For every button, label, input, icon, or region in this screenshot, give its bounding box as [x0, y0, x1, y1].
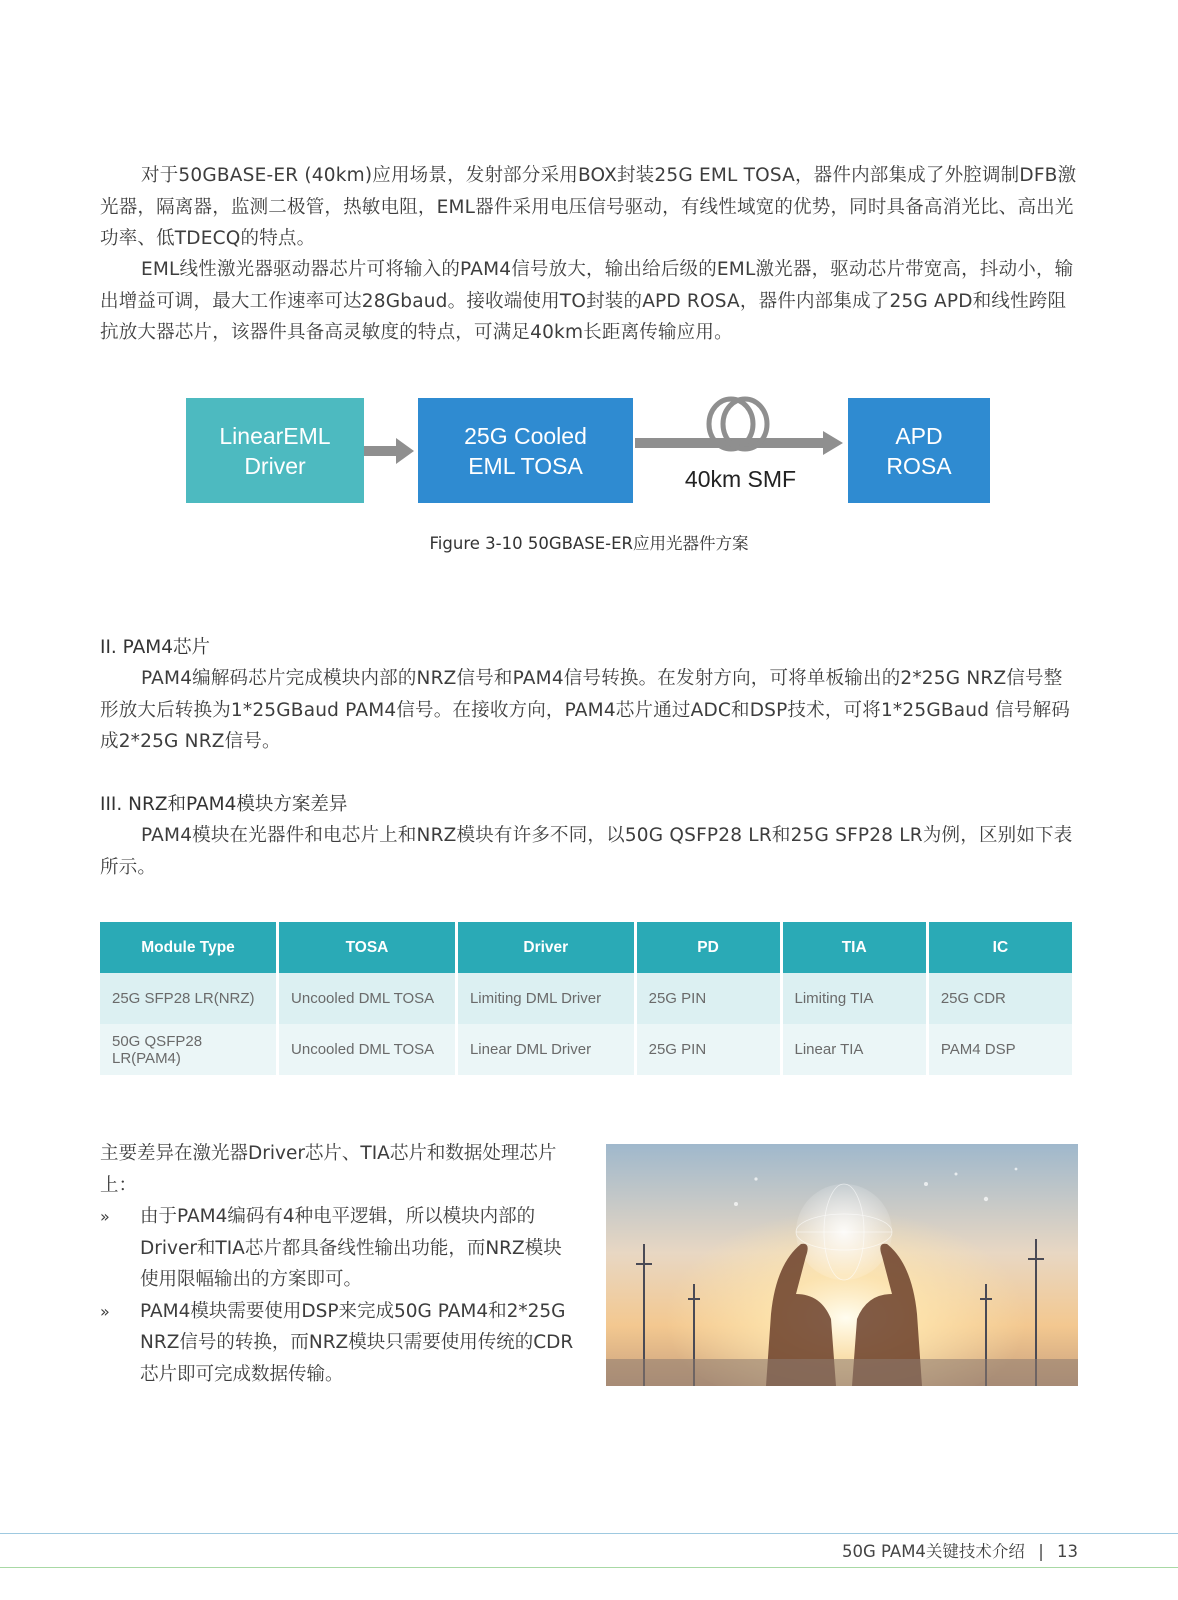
apd-rosa-box: [848, 398, 990, 503]
bullet-text: 由于PAM4编码有4种电平逻辑，所以模块内部的Driver和TIA芯片都具备线性输出功能，而NRZ模块使用限幅输出的方案即可。: [140, 1206, 562, 1290]
footer-title: 50G PAM4关键技术介绍: [841, 1542, 1025, 1561]
footer-rule-top: [0, 1533, 1178, 1534]
table-cell: Uncooled DML TOSA: [279, 1024, 455, 1075]
tosa-box-line1: 25G Cooled: [464, 422, 587, 449]
header-driver: Driver: [458, 922, 634, 973]
summary-block: [100, 1138, 575, 1390]
bullet-text: PAM4模块需要使用DSP来完成50G PAM4和2*25G NRZ信号的转换，而NRZ模块只需要使用传统的CDR芯片即可完成数据传输。: [140, 1300, 574, 1385]
table-cell: 25G PIN: [637, 973, 780, 1024]
hands-network-photo: [606, 1144, 1078, 1386]
fiber-label: 40km SMF: [684, 466, 797, 492]
section-3-heading: III. NRZ和PAM4模块方案差异: [100, 794, 348, 815]
table-cell: 50G QSFP28 LR(PAM4): [100, 1024, 276, 1075]
linear-eml-driver-box: [186, 398, 364, 503]
footer: [842, 1538, 1078, 1562]
table-cell: Limiting TIA: [783, 973, 926, 1024]
footer-rule-bottom: [0, 1567, 1178, 1568]
header-ic: IC: [929, 922, 1072, 973]
intro-paragraph-2: EML线性激光器驱动器芯片可将输入的PAM4信号放大，输出给后级的EML激光器，驱动芯片带宽高，抖动小，输出增益可调，最大工作速率可达28Gbaud。接收端使用TO封装的APD ROSA，器件内部集成了25G APD和线性跨阻抗放大器芯片，该器件具备高灵敏度的特点，可满足40km长距离传输应用。: [100, 259, 1074, 343]
fiber-coil-icon: [633, 395, 848, 457]
table-cell: Limiting DML Driver: [458, 973, 634, 1024]
table-row: [100, 1024, 1072, 1075]
header-pd: PD: [637, 922, 780, 973]
table-cell: 25G CDR: [929, 973, 1072, 1024]
rosa-box-line2: ROSA: [886, 452, 952, 479]
figure-caption: Figure 3-10 50GBASE-ER应用光器件方案: [429, 534, 749, 553]
bullet-marker: »: [100, 1207, 110, 1226]
header-tosa: TOSA: [279, 922, 455, 973]
rosa-box-line1: APD: [895, 422, 943, 449]
summary-intro: 主要差异在激光器Driver芯片、TIA芯片和数据处理芯片上：: [100, 1143, 557, 1196]
tosa-box-line2: EML TOSA: [468, 452, 583, 479]
page-number: 13: [1057, 1542, 1078, 1561]
table-header-row: [100, 922, 1072, 973]
footer-separator: |: [1038, 1542, 1044, 1561]
table-cell: PAM4 DSP: [929, 1024, 1072, 1075]
table-cell: 25G SFP28 LR(NRZ): [100, 973, 276, 1024]
table-cell: Uncooled DML TOSA: [279, 973, 455, 1024]
section-3-body: PAM4模块在光器件和电芯片上和NRZ模块有许多不同，以50G QSFP28 LR和25G SFP28 LR为例，区别如下表所示。: [100, 825, 1073, 878]
section-2-body: PAM4编解码芯片完成模块内部的NRZ信号和PAM4信号转换。在发射方向，可将单板输出的2*25G NRZ信号整形放大后转换为1*25GBaud PAM4信号。在接收方向，PAM4芯片通过ADC和DSP技术，可将1*25GBaud 信号解码成2*25G NRZ信号。: [100, 668, 1071, 752]
header-module-type: Module Type: [100, 922, 276, 973]
intro-paragraph-1: 对于50GBASE-ER (40km)应用场景，发射部分采用BOX封装25G EML TOSA，器件内部集成了外腔调制DFB激光器，隔离器，监测二极管，热敏电阻，EML器件采用电压信号驱动，有线性域宽的优势，同时具备高消光比、高出光功率、低TDECQ的特点。: [100, 165, 1077, 249]
driver-box-line1: LinearEML: [219, 422, 331, 449]
bullet-marker: »: [100, 1301, 110, 1321]
eml-tosa-box: [418, 398, 633, 503]
list-item: [100, 1296, 575, 1391]
table-cell: Linear TIA: [783, 1024, 926, 1075]
section-2-heading: II. PAM4芯片: [100, 637, 211, 658]
header-tia: TIA: [783, 922, 926, 973]
arrow-icon: [364, 436, 416, 466]
driver-box-line2: Driver: [244, 452, 306, 479]
comparison-table: [97, 922, 1075, 1075]
table-cell: 25G PIN: [637, 1024, 780, 1075]
list-item: [100, 1201, 575, 1296]
table-row: [100, 973, 1072, 1024]
table-cell: Linear DML Driver: [458, 1024, 634, 1075]
